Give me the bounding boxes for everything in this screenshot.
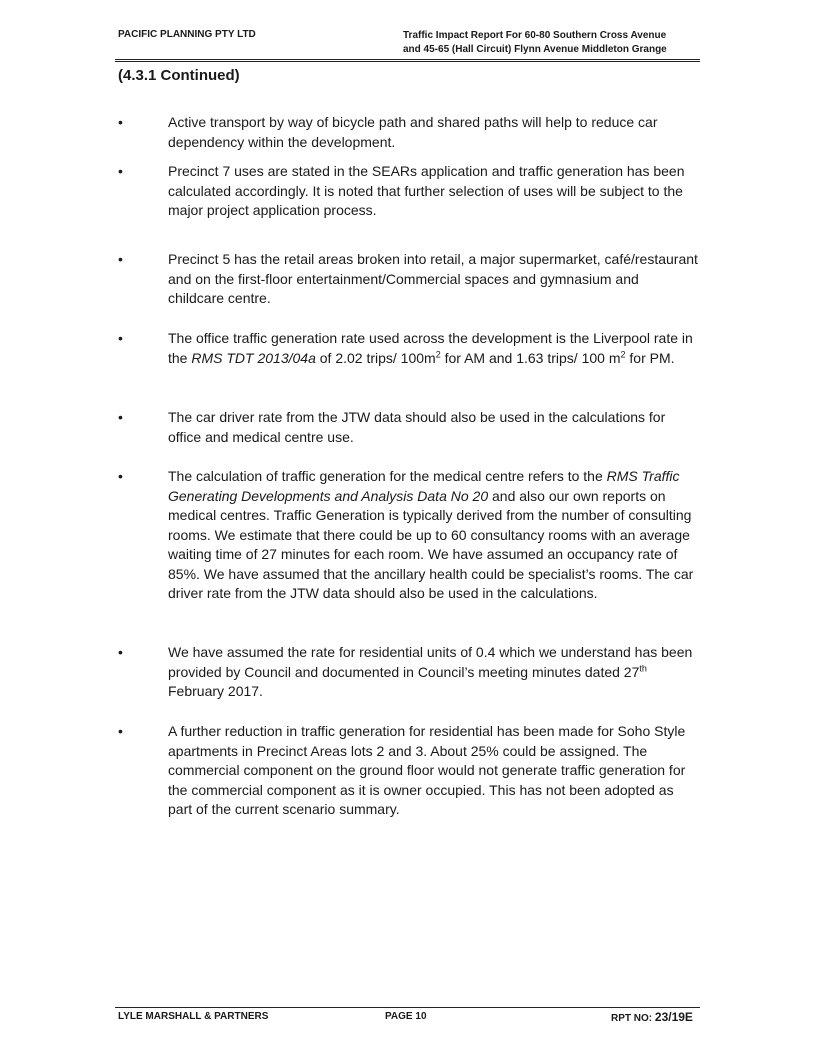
bullet-dot: • xyxy=(118,330,123,346)
bullet-text: The calculation of traffic generation for the medical centre refers to the RMS Traffic Generating Developments and Analysis Data No 20 and also our own reports on medical centres. Traffic Generation is typically derived from the number of consulting rooms. We estimate that there could be up to 60 consultancy rooms with an average waiting time of 27 minutes for each room. We have assumed an occupancy rate of 85%. We have assumed that the ancillary health could be specialist’s rooms. The car driver rate from the JTW data should also be used in the calculations. xyxy=(168,468,694,601)
page-number: PAGE 10 xyxy=(385,1011,427,1022)
report-title-line-1: Traffic Impact Report For 60-80 Southern Cross Avenue xyxy=(403,30,667,41)
bullet-text: A further reduction in traffic generation for residential has been made for Soho Style apartments in Precinct Areas lots 2 and 3. About 25% could be assigned. The commercial component on the ground floor would not generate traffic generation for the commercial component as it is owner occupied. This has not been adopted as part of the current scenario summary. xyxy=(168,723,686,817)
header-rule-2 xyxy=(115,61,700,62)
footer-rule xyxy=(115,1007,700,1008)
bullet-text: Precinct 7 uses are stated in the SEARs application and traffic generation has been calculated accordingly. It is noted that further selection of uses will be subject to the major project application process. xyxy=(168,163,685,218)
header-rule xyxy=(115,59,700,60)
bullet-dot: • xyxy=(118,723,123,739)
bullet-text: We have assumed the rate for residential units of 0.4 which we understand has been provided by Council and documented in Council’s meeting minutes dated 27th February 2017. xyxy=(168,644,693,699)
company-name: PACIFIC PLANNING PTY LTD xyxy=(118,29,256,40)
bullet-dot: • xyxy=(118,251,123,267)
bullet-text: The office traffic generation rate used across the development is the Liverpool rate in the RMS TDT 2013/04a of 2.02 trips/ $100m^2$ for AM and 1.63 trips/ 100 $m^2$ for PM. xyxy=(168,330,693,366)
footer-company: LYLE MARSHALL & PARTNERS xyxy=(118,1011,269,1022)
bullet-text: Precinct 5 has the retail areas broken into retail, a major supermarket, café/restaurant and on the first-floor entertainment/Commercial spaces and gymnasium and childcare centre. xyxy=(168,251,698,306)
bullet-dot: • xyxy=(118,644,123,660)
rms-tgd-reference: RMS Traffic Generating Developments and Analysis Data No 20 xyxy=(168,468,680,504)
bullet-dot: • xyxy=(118,468,123,484)
rms-tdt-reference: RMS TDT 2013/04a xyxy=(191,349,316,366)
bullet-text: The car driver rate from the JTW data should also be used in the calculations for office and medical centre use. xyxy=(168,409,666,445)
bullet-dot: • xyxy=(118,163,123,179)
section-title: (4.3.1 Continued) xyxy=(118,67,240,84)
report-number: RPT NO: 23/19E xyxy=(611,1010,693,1024)
report-title-line-2: and 45-65 (Hall Circuit) Flynn Avenue Middleton Grange xyxy=(403,44,667,55)
bullet-text: Active transport by way of bicycle path and shared paths will help to reduce car dependency within the development. xyxy=(168,114,658,150)
bullet-dot: • xyxy=(118,114,123,130)
bullet-dot: • xyxy=(118,409,123,425)
report-title xyxy=(403,29,667,57)
